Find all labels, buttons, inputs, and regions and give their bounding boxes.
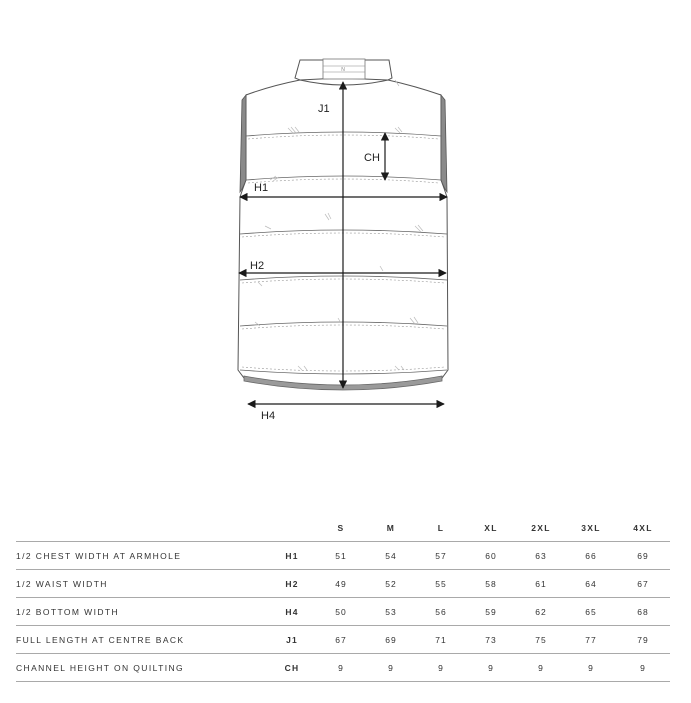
label-h2: H2: [250, 260, 265, 272]
measurement-code: H2: [268, 570, 316, 598]
measurement-value: 55: [416, 570, 466, 598]
measurement-value: 68: [616, 598, 670, 626]
measurement-value: 9: [616, 654, 670, 682]
measurement-value: 69: [366, 626, 416, 654]
label-ch: CH: [364, 152, 380, 164]
size-header: S: [316, 515, 366, 542]
measurement-value: 9: [566, 654, 616, 682]
measurement-value: 71: [416, 626, 466, 654]
table-row: [16, 542, 670, 570]
measurement-value: 77: [566, 626, 616, 654]
size-header-row: [16, 515, 670, 542]
measurement-description: 1/2 WAIST WIDTH: [16, 570, 268, 598]
measurement-code: H1: [268, 542, 316, 570]
measurement-value: 63: [516, 542, 566, 570]
measurement-value: 64: [566, 570, 616, 598]
measurement-value: 49: [316, 570, 366, 598]
size-header: 2XL: [516, 515, 566, 542]
measurement-value: 53: [366, 598, 416, 626]
size-header: M: [366, 515, 416, 542]
measurement-value: 73: [466, 626, 516, 654]
measurement-value: 60: [466, 542, 516, 570]
measurement-value: 75: [516, 626, 566, 654]
measurement-value: 9: [416, 654, 466, 682]
measurement-value: 61: [516, 570, 566, 598]
table-row: [16, 654, 670, 682]
measurement-description: 1/2 CHEST WIDTH AT ARMHOLE: [16, 542, 268, 570]
size-header: 3XL: [566, 515, 616, 542]
table-row: [16, 598, 670, 626]
measurement-value: 62: [516, 598, 566, 626]
measurement-value: 9: [516, 654, 566, 682]
measurement-value: 79: [616, 626, 670, 654]
measurement-description: CHANNEL HEIGHT ON QUILTING: [16, 654, 268, 682]
vest-side-panel-left: [240, 95, 246, 192]
vest-side-panel-right: [441, 95, 447, 192]
measurement-description: 1/2 BOTTOM WIDTH: [16, 598, 268, 626]
measurement-value: 9: [466, 654, 516, 682]
measurement-value: 67: [616, 570, 670, 598]
measurement-value: 58: [466, 570, 516, 598]
size-header: 4XL: [616, 515, 670, 542]
collar-logo: N: [341, 67, 345, 73]
measurement-value: 52: [366, 570, 416, 598]
measurement-value: 9: [366, 654, 416, 682]
measurement-value: 59: [466, 598, 516, 626]
label-j1: J1: [318, 103, 330, 115]
table-row: [16, 626, 670, 654]
measurement-value: 66: [566, 542, 616, 570]
measurement-description: FULL LENGTH AT CENTRE BACK: [16, 626, 268, 654]
measurement-value: 67: [316, 626, 366, 654]
measurement-code: H4: [268, 598, 316, 626]
measurement-value: 69: [616, 542, 670, 570]
measurement-value: 57: [416, 542, 466, 570]
table-row: [16, 570, 670, 598]
size-chart-table: [16, 515, 670, 682]
header-blank-desc: [16, 515, 268, 542]
size-header: XL: [466, 515, 516, 542]
measurement-code: J1: [268, 626, 316, 654]
measurement-value: 54: [366, 542, 416, 570]
measurement-value: 65: [566, 598, 616, 626]
header-blank-code: [268, 515, 316, 542]
measurement-value: 56: [416, 598, 466, 626]
label-h1: H1: [254, 182, 269, 194]
measurement-value: 50: [316, 598, 366, 626]
measurement-code: CH: [268, 654, 316, 682]
measurement-value: 9: [316, 654, 366, 682]
measurement-value: 51: [316, 542, 366, 570]
vest-collar: [295, 59, 392, 80]
size-header: L: [416, 515, 466, 542]
label-h4: H4: [261, 410, 276, 422]
